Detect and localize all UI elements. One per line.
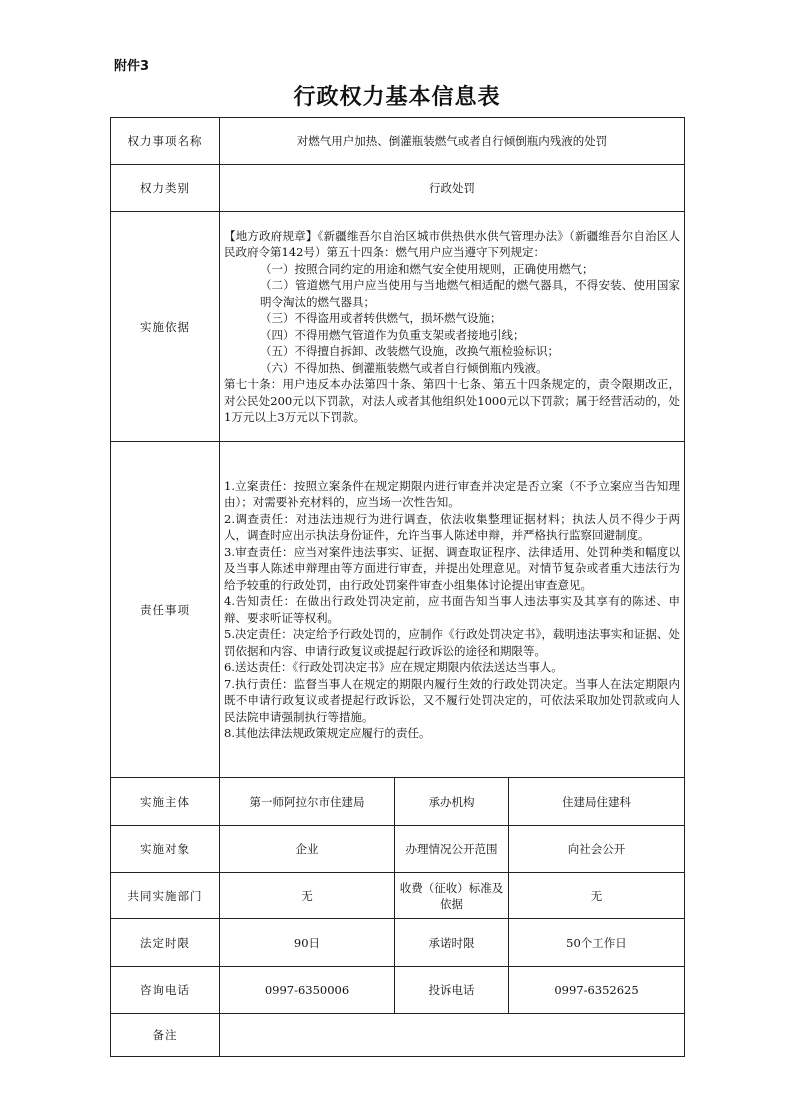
label-disclosure-scope: 办理情况公开范围 xyxy=(395,826,509,873)
basis-paragraph: （五）不得擅自拆卸、改装燃气设施，改换气瓶检验标识； xyxy=(260,344,559,358)
basis-paragraph: 第七十条：用户违反本办法第四十条、第四十七条、第五十四条规定的，责令限期改正，对公民处200元以下罚款，对法人或者其他组织处1000元以下罚款；属于经营活动的，处1万元以上3万元以下罚款。 xyxy=(224,377,680,424)
responsibility-paragraph: 5.决定责任：决定给予行政处罚的，应制作《行政处罚决定书》，载明违法事实和证据、处罚依据和内容、申请行政复议或提起行政诉讼的途径和期限等。 xyxy=(224,627,680,658)
row-remark xyxy=(111,1014,685,1057)
label-responsibility: 责任事项 xyxy=(111,442,220,778)
value-undertaking-agency: 住建局住建科 xyxy=(509,778,685,826)
value-basis xyxy=(220,212,685,442)
basis-paragraph: （六）不得加热、倒灌瓶装燃气或者自行倾倒瓶内残液。 xyxy=(260,360,548,375)
page-title: 行政权力基本信息表 xyxy=(293,84,501,110)
label-category: 权力类别 xyxy=(111,165,220,212)
row-joint xyxy=(111,873,685,919)
value-joint-department: 无 xyxy=(220,873,395,919)
value-legal-time-limit: 90日 xyxy=(220,919,395,967)
row-basis xyxy=(111,212,685,442)
label-legal-time-limit: 法定时限 xyxy=(111,919,220,967)
value-fee-standard: 无 xyxy=(509,873,685,919)
value-subject: 第一师阿拉尔市住建局 xyxy=(220,778,395,826)
value-complaint-phone: 0997-6352625 xyxy=(509,967,685,1014)
responsibility-paragraph: 2.调查责任：对违法违规行为进行调查，依法收集整理证据材料；执法人员不得少于两人，调查时应出示执法身份证件，允许当事人陈述申辩，并严格执行监察回避制度。 xyxy=(224,511,680,542)
responsibility-paragraph: 7.执行责任：监督当事人在规定的期限内履行生效的行政处罚决定。当事人在法定期限内既不申请行政复议或者提起行政诉讼，又不履行处罚决定的，可依法采取加处罚款或向人民法院申请强制执行等措施。 xyxy=(224,676,680,724)
row-time-limit xyxy=(111,919,685,967)
row-item-name xyxy=(111,118,685,165)
value-remark xyxy=(220,1014,685,1057)
label-basis: 实施依据 xyxy=(111,212,220,442)
value-disclosure-scope: 向社会公开 xyxy=(509,826,685,873)
responsibility-paragraph: 4.告知责任：在做出行政处罚决定前，应书面告知当事人违法事实及其享有的陈述、申辩、要求听证等权利。 xyxy=(224,594,680,625)
value-promised-time-limit: 50个工作日 xyxy=(509,919,685,967)
label-complaint-phone: 投诉电话 xyxy=(395,967,509,1014)
attachment-label: 附件3 xyxy=(114,59,150,74)
responsibility-paragraph: 3.审查责任：应当对案件违法事实、证据、调查取证程序、法律适用、处罚种类和幅度以及当事人陈述申辩理由等方面进行审查，并提出处理意见。对情节复杂或者重大违法行为给予较重的行政处罚，由行政处罚案件审查小组集体讨论提出审查意见。 xyxy=(224,544,680,592)
row-category xyxy=(111,165,685,212)
label-consult-phone: 咨询电话 xyxy=(111,967,220,1014)
info-table xyxy=(110,117,685,1057)
label-promised-time-limit: 承诺时限 xyxy=(395,919,509,967)
value-item-name: 对燃气用户加热、倒灌瓶装燃气或者自行倾倒瓶内残液的处罚 xyxy=(220,118,685,165)
row-responsibility xyxy=(111,442,685,778)
label-target: 实施对象 xyxy=(111,826,220,873)
basis-paragraph: （一）按照合同约定的用途和燃气安全使用规则，正确使用燃气； xyxy=(260,261,594,276)
value-responsibility xyxy=(220,442,685,778)
basis-paragraph: 【地方政府规章】《新疆维吾尔自治区城市供热供水供气管理办法》（新疆维吾尔自治区人民政府令第142号）第五十四条：燃气用户应当遵守下列规定： xyxy=(224,228,680,259)
value-consult-phone: 0997-6350006 xyxy=(220,967,395,1014)
label-joint-department: 共同实施部门 xyxy=(111,873,220,919)
label-item-name: 权力事项名称 xyxy=(111,118,220,165)
responsibility-paragraph: 8.其他法律法规政策规定应履行的责任。 xyxy=(224,726,431,740)
row-phone xyxy=(111,967,685,1014)
responsibility-paragraph: 6.送达责任：《行政处罚决定书》应在规定期限内依法送达当事人。 xyxy=(224,660,563,674)
value-category: 行政处罚 xyxy=(220,165,685,212)
value-target: 企业 xyxy=(220,826,395,873)
label-remark: 备注 xyxy=(111,1014,220,1057)
row-target xyxy=(111,826,685,873)
label-subject: 实施主体 xyxy=(111,778,220,826)
row-subject xyxy=(111,778,685,826)
label-undertaking-agency: 承办机构 xyxy=(395,778,509,826)
responsibility-paragraph: 1.立案责任：按照立案条件在规定期限内进行审查并决定是否立案（不予立案应当告知理由）；对需要补充材料的，应当场一次性告知。 xyxy=(224,478,680,509)
basis-paragraph: （三）不得盗用或者转供燃气，损坏燃气设施； xyxy=(260,311,502,325)
label-fee-standard: 收费（征收）标准及依据 xyxy=(395,873,509,919)
basis-paragraph: （四）不得用燃气管道作为负重支架或者接地引线； xyxy=(260,327,525,342)
basis-paragraph: （二）管道燃气用户应当使用与当地燃气相适配的燃气器具，不得安装、使用国家明令淘汰的燃气器具； xyxy=(260,278,680,309)
